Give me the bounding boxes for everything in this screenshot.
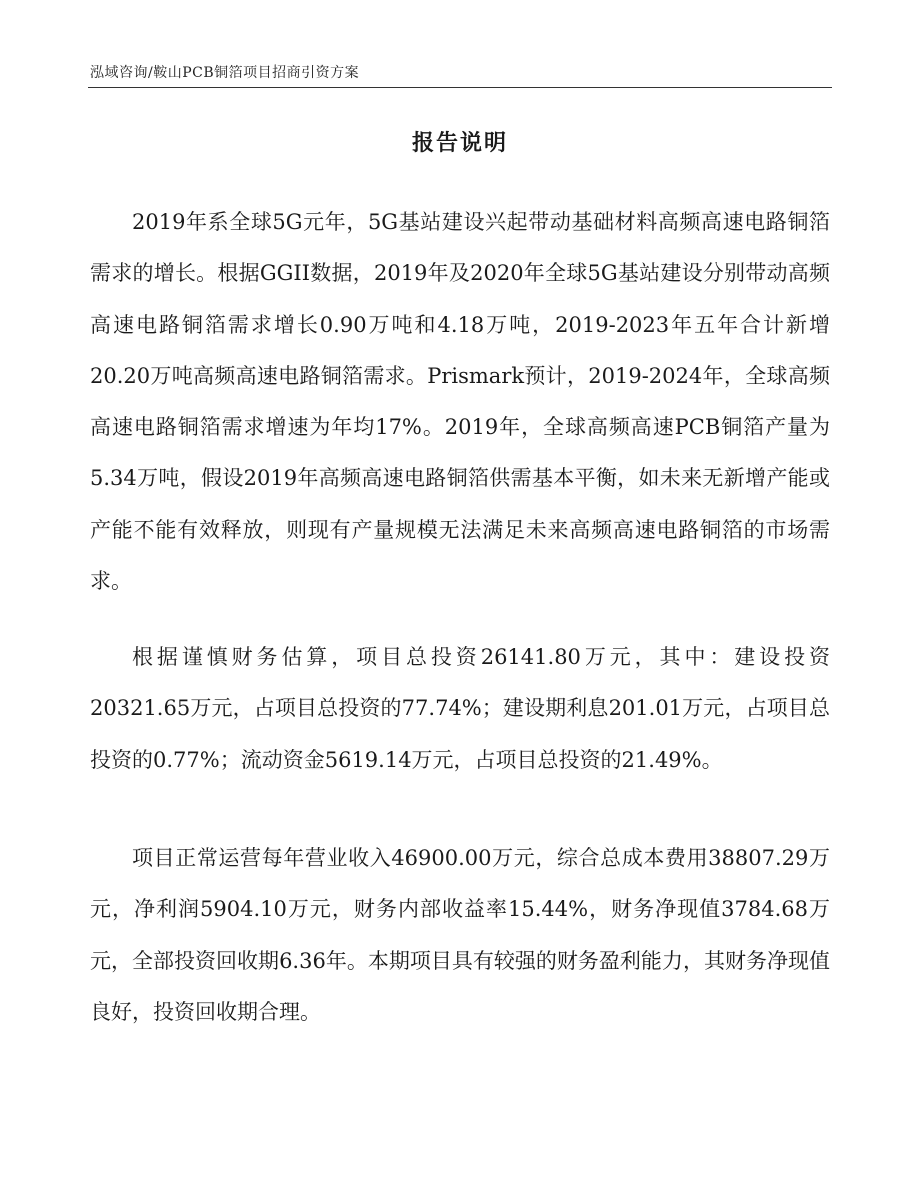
page-title: 报告说明	[411, 130, 508, 156]
header-divider	[88, 87, 832, 88]
paragraph-financial-returns: 项目正常运营每年营业收入46900.00万元，综合总成本费用38807.29万元，净利润5904.10万元，财务内部收益率15.44%，财务净现值3784.68万元，全部投资回收期6.36年。本期项目具有较强的财务盈利能力，其财务净现值良好，投资回收期合理。	[90, 846, 830, 1024]
running-header: 泓域咨询/鞍山PCB铜箔项目招商引资方案	[90, 65, 360, 81]
paragraph-investment-summary: 根据谨慎财务估算，项目总投资26141.80万元，其中：建设投资20321.65万元，占项目总投资的77.74%；建设期利息201.01万元，占项目总投资的0.77%；流动资金5619.14万元，占项目总投资的21.49%。	[90, 645, 830, 772]
paragraph-market-background: 2019年系全球5G元年，5G基站建设兴起带动基础材料高频高速电路铜箔需求的增长。根据GGII数据，2019年及2020年全球5G基站建设分别带动高频高速电路铜箔需求增长0.90万吨和4.18万吨，2019-2023年五年合计新增20.20万吨高频高速电路铜箔需求。Prismark预计，2019-2024年，全球高频高速电路铜箔需求增速为年均17%。2019年，全球高频高速PCB铜箔产量为5.34万吨，假设2019年高频高速电路铜箔供需基本平衡，如未来无新增产能或产能不能有效释放，则现有产量规模无法满足未来高频高速电路铜箔的市场需求。	[90, 210, 830, 594]
